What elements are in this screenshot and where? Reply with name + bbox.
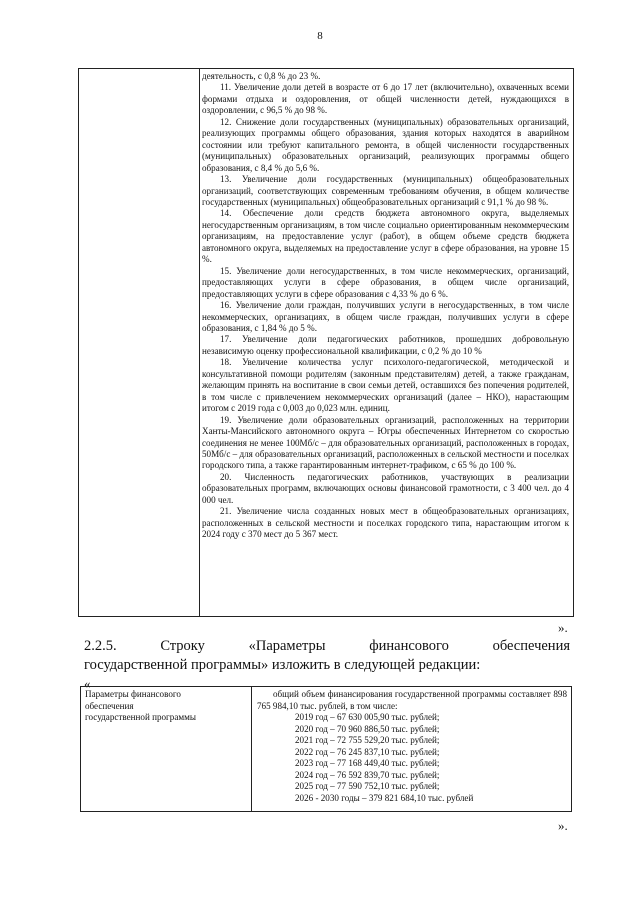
heading-line-2: государственной программы» изложить в следующей редакции: — [84, 657, 481, 673]
indicator-item: 17. Увеличение доли педагогических работников, прошедших добровольную независимую оценку профессиональной квалификации, с 0,2 % до 10 % — [202, 334, 569, 356]
indicator-item: 20. Численность педагогических работников, участвующих в реализации образовательных программ, включающих основы финансовой грамотности, с 3 400 чел. до 4 000 чел. — [202, 471, 569, 505]
indicator-item: 15. Увеличение доли негосударственных, в том числе некоммерческих, организаций, предоставляющих услуги в сфере образования, в общем числе организаций, предоставляющих услуги в сфере образования с 4,33 % до 6 %. — [202, 265, 569, 299]
financing-label — [85, 689, 245, 724]
column-divider — [199, 69, 200, 616]
indicators-cell — [202, 71, 569, 541]
heading-word: финансового — [369, 638, 449, 654]
closing-quote: ». — [558, 620, 568, 635]
heading-word: «Параметры — [248, 638, 326, 654]
indicator-item: 11. Увеличение доли детей в возрасте от 6 до 17 лет (включительно), охваченных всеми формами отдыха и оздоровления, от общей численности детей, нуждающихся в оздоровлении, с 96,5 % до 98 %. — [202, 82, 569, 116]
indicator-item: 19. Увеличение доли образовательных организаций, расположенных на территории Ханты-Мансийского автономного округа – Югры обеспеченных Интернетом со скоростью соединения не менее 100Мб/с – для образовательных организаций, расположенных в городах, 50Мб/с – для образовательных организаций, расположенных в сельской местности и поселках городского типа, а также гарантированным интернет-трафиком, с 65 % до 100 %. — [202, 414, 569, 471]
section-number: 2.2.5. — [84, 638, 117, 654]
financing-values — [257, 689, 567, 804]
indicator-item: 14. Обеспечение доли средств бюджета автономного округа, выделяемых негосударственным организациям, в том числе социально ориентированным некоммерческим организациям, на предоставление услуг (работ), в общем объеме средств бюджета автономного округа, выделяемых на предоставление услуг в сфере образования, на уровне 15 %. — [202, 208, 569, 265]
indicator-item: 16. Увеличение доли граждан, получивших услуги в негосударственных, в том числе некоммерческих, организациях, в общем числе граждан, получивших услуги в сфере образования, с 1,84 % до 5 %. — [202, 300, 569, 333]
page-number: 8 — [317, 30, 323, 42]
financing-year: 2020 год – 70 960 886,50 тыс. рублей; — [295, 723, 440, 734]
financing-table — [80, 686, 572, 812]
financing-period-total: 2026 - 2030 годы – 379 821 684,10 тыс. рублей — [295, 792, 474, 803]
financing-year: 2025 год – 77 590 752,10 тыс. рублей; — [295, 781, 440, 791]
indicator-item: 13. Увеличение доли государственных (муниципальных) общеобразовательных организаций, соответствующих современным требованиям обучения, в общем количестве государственных (муниципальных) общеобразовательных организаций с 91,1 % до 98 %. — [202, 174, 569, 207]
indicator-item: 12. Снижение доли государственных (муниципальных) образовательных организаций, реализующих программы общего образования, здания которых находятся в аварийном состоянии или требуют капитального ремонта, в общей численности государственных (муниципальных) образовательных организаций, реализующих программы общего образования, с 8,4 % до 5,6 %. — [202, 116, 569, 173]
label-line: Параметры финансового — [85, 689, 181, 699]
financing-year: 2019 год – 67 630 005,90 тыс. рублей; — [295, 712, 440, 722]
indicator-item: 21. Увеличение числа созданных новых мест в общеобразовательных организациях, расположенных в сельской местности и поселках городского типа, нарастающим итогом к 2024 году с 370 мест до 5 367 мест. — [202, 506, 569, 540]
indicator-continuation: деятельность, с 0,8 % до 23 %. — [202, 71, 321, 81]
indicators-table — [78, 68, 574, 617]
label-line: обеспечения — [85, 700, 134, 711]
financing-year: 2022 год – 76 245 837,10 тыс. рублей; — [295, 746, 440, 757]
section-heading — [84, 637, 570, 675]
column-divider — [251, 687, 252, 811]
financing-intro: общий объем финансирования государственной программы составляет 898 765 984,10 тыс. рублей, в том числе: — [257, 689, 567, 711]
closing-quote: ». — [558, 818, 568, 833]
label-line: государственной программы — [85, 712, 196, 722]
opening-quote: « — [84, 676, 91, 691]
indicator-item: 18. Увеличение количества услуг психолого-педагогической, методической и консультативной помощи родителям (законным представителям) детей, а также гражданам, желающим принять на воспитание в свои семьи детей, оставшихся без попечения родителей, в том числе с привлечением некоммерческих организаций (далее – НКО), нарастающим итогом с 2019 года с 0,003 до 0,023 млн. единиц. — [202, 357, 569, 414]
financing-year: 2021 год – 72 755 529,20 тыс. рублей; — [295, 735, 440, 745]
heading-word: Строку — [160, 638, 205, 654]
financing-year: 2024 год – 76 592 839,70 тыс. рублей; — [295, 769, 440, 780]
financing-year: 2023 год – 77 168 449,40 тыс. рублей; — [295, 758, 440, 768]
heading-word: обеспечения — [492, 638, 570, 654]
